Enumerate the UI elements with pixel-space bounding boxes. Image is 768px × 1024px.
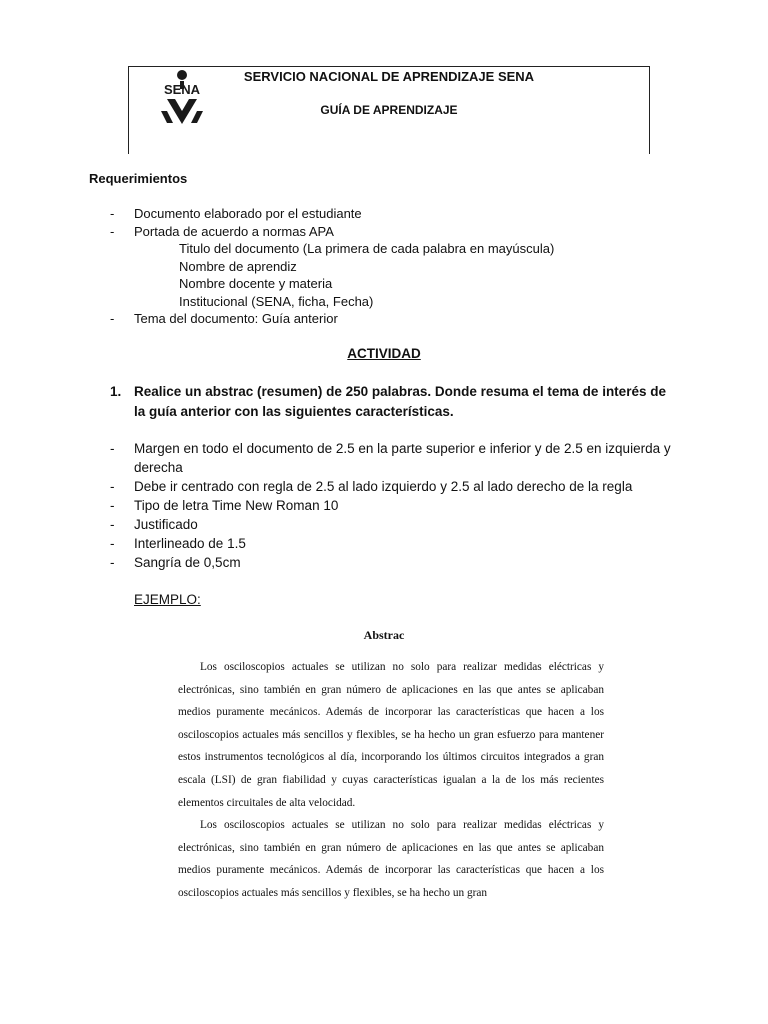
list-item	[110, 439, 690, 477]
bullet-dash: -	[110, 206, 115, 221]
question-number: 1.	[110, 384, 122, 399]
list-item-text: Tema del documento: Guía anterior	[134, 311, 338, 326]
abstract-body	[178, 656, 604, 932]
list-item	[110, 553, 690, 572]
bullet-dash: -	[110, 223, 115, 239]
bullet-dash: -	[110, 498, 115, 513]
abstract-paragraph: Los osciloscopios actuales se utilizan no solo para realizar medidas eléctricas y electrónicas, sino también en gran número de aplicaciones en las que antes se aplicaban medios puramente mecánicos. Además de incorporar las características que hacen a los osciloscopios actuales más sencillos y flexibles, se ha hecho un gran esfuerzo para mantener estos instrumentos tecnológicos al día, incorporando los últimos circuitos integrados a gran escala (LSI) de gran fiabilidad y cuyas características igualan a la de los más recientes elementos circuitales de alta velocidad.	[178, 661, 604, 809]
list-item	[110, 477, 690, 496]
list-item-text: Documento elaborado por el estudiante	[134, 206, 362, 221]
list-item	[110, 496, 690, 515]
activity-heading: ACTIVIDAD	[347, 346, 421, 361]
bullet-dash: -	[110, 555, 115, 570]
list-item-text: Sangría de 0,5cm	[134, 555, 241, 570]
bullet-dash: -	[110, 479, 115, 494]
list-item-text: Tipo de letra Time New Roman 10	[134, 498, 339, 513]
list-item-text: Margen en todo el documento de 2.5 en la parte superior e inferior y de 2.5 en izquierda y derecha	[134, 441, 671, 475]
requirements-heading: Requerimientos	[89, 171, 188, 186]
institution-title: SERVICIO NACIONAL DE APRENDIZAJE SENA	[243, 69, 535, 84]
bullet-dash: -	[110, 311, 115, 326]
list-item-text: Interlineado de 1.5	[134, 536, 246, 551]
bullet-dash: -	[110, 441, 115, 456]
example-label: EJEMPLO:	[134, 592, 201, 607]
bullet-dash: -	[110, 536, 115, 551]
abstract-title: Abstrac	[363, 628, 405, 642]
sena-logo-text: SENA	[163, 82, 201, 97]
list-item	[110, 515, 690, 534]
document-header	[128, 66, 650, 154]
list-item	[110, 534, 690, 553]
abstract-paragraph: Los osciloscopios actuales se utilizan no solo para realizar medidas eléctricas y electrónicas, sino también en gran número de aplicaciones en las que antes se aplicaban medios puramente mecánicos. Además de incorporar las características que hacen a los osciloscopios actuales más sencillos y flexibles, se ha hecho un gran	[178, 819, 604, 899]
question-text: Realice un abstrac (resumen) de 250 palabras. Donde resuma el tema de interés de la guía anterior con las siguientes características.	[134, 384, 666, 419]
list-item-text: Portada de acuerdo a normas APA	[134, 223, 334, 239]
sub-list-item-text: Nombre docente y materia	[179, 276, 333, 291]
sub-list-item-text: Nombre de aprendiz	[179, 258, 297, 274]
sub-list-item-text: Institucional (SENA, ficha, Fecha)	[179, 293, 374, 309]
bullet-dash: -	[110, 517, 115, 532]
list-item-text: Debe ir centrado con regla de 2.5 al lado izquierdo y 2.5 al lado derecho de la regla	[134, 479, 633, 494]
sub-list-item-text: Titulo del documento (La primera de cada palabra en mayúscula)	[179, 241, 555, 256]
format-list	[110, 439, 690, 572]
guide-subtitle: GUÍA DE APRENDIZAJE	[320, 103, 458, 117]
list-item-text: Justificado	[134, 517, 198, 532]
